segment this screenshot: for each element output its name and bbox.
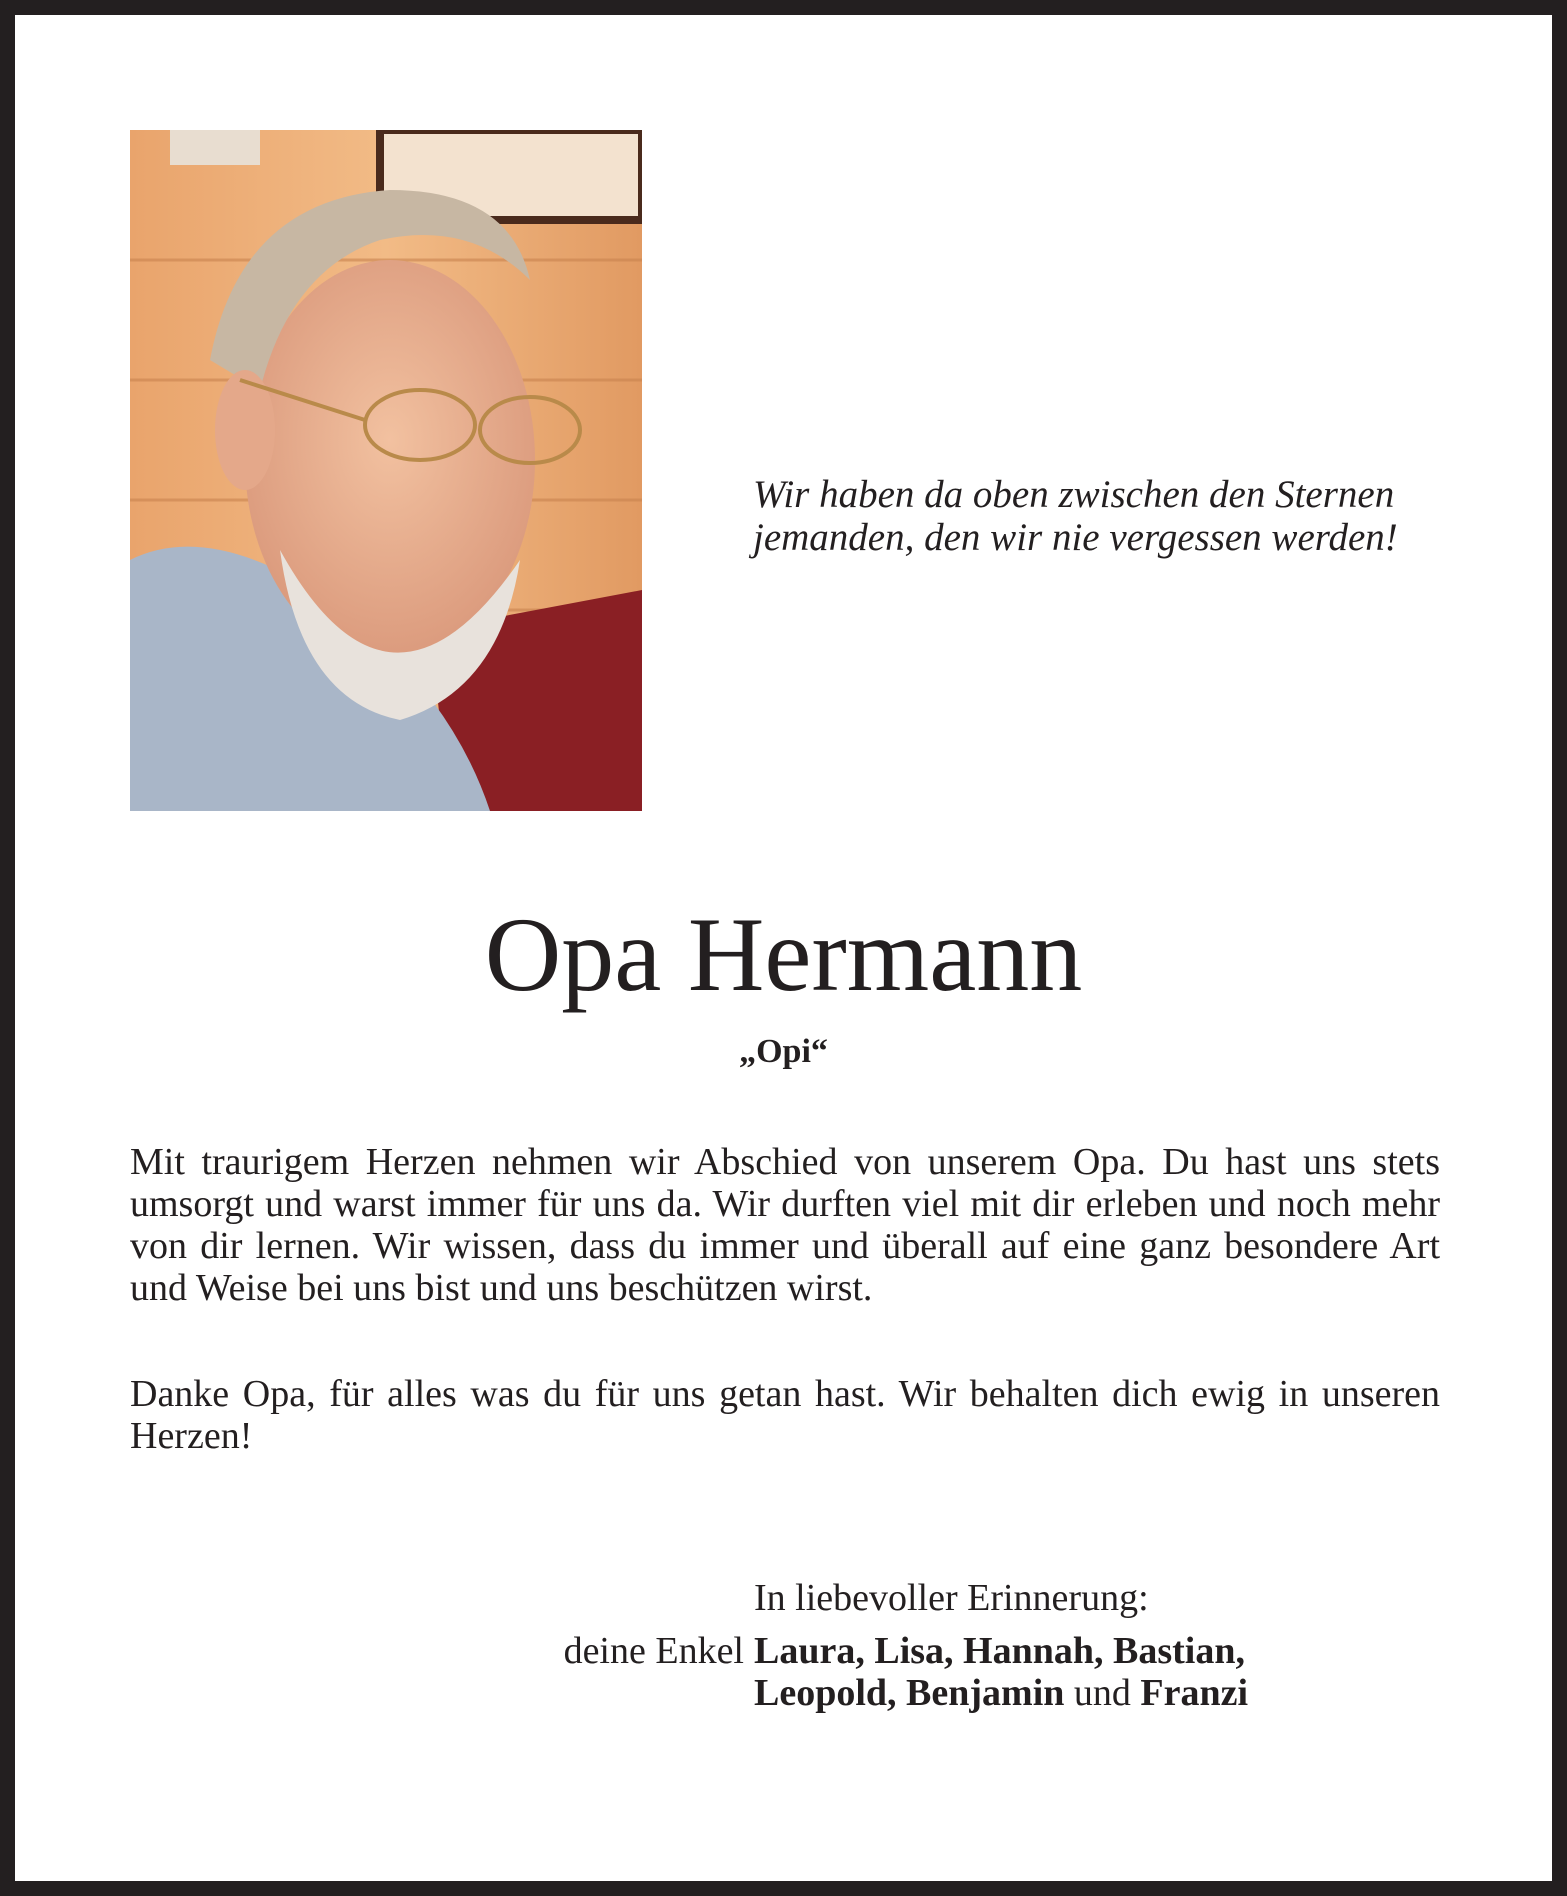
obituary-page <box>15 15 1552 1881</box>
grandchild-name-last: Franzi <box>1140 1672 1249 1714</box>
portrait-photo <box>130 130 642 811</box>
grandchildren-names-line-1: Laura, Lisa, Hannah, Bastian, <box>754 1630 1245 1672</box>
signature-lead: deine Enkel <box>563 1630 744 1672</box>
body-paragraph-2: Danke Opa, für alles was du für uns getan hast. Wir behalten dich ewig in unseren Herzen! <box>130 1373 1440 1457</box>
grandchildren-names-line-2: Leopold, Benjamin <box>754 1672 1065 1714</box>
nickname: „Opi“ <box>739 1033 828 1070</box>
quote-line-1: Wir haben da oben zwischen den Sternen <box>753 473 1395 516</box>
deceased-name: Opa Hermann <box>484 896 1083 1013</box>
signature-names <box>754 1630 1248 1714</box>
quote-line-2: jemanden, den wir nie vergessen werden! <box>753 516 1398 559</box>
body-paragraph-1: Mit traurigem Herzen nehmen wir Abschied von unserem Opa. Du hast uns stets umsorgt und warst immer für uns da. Wir durften viel mit dir erleben und noch mehr von dir lernen. Wir wissen, dass du immer und überall auf eine ganz besondere Art und Weise bei uns bist und uns beschützen wirst. <box>130 1141 1440 1309</box>
memorial-quote <box>753 473 1473 559</box>
conjunction: und <box>1073 1672 1131 1714</box>
signature-heading: In liebevoller Erinnerung: <box>754 1577 1149 1619</box>
